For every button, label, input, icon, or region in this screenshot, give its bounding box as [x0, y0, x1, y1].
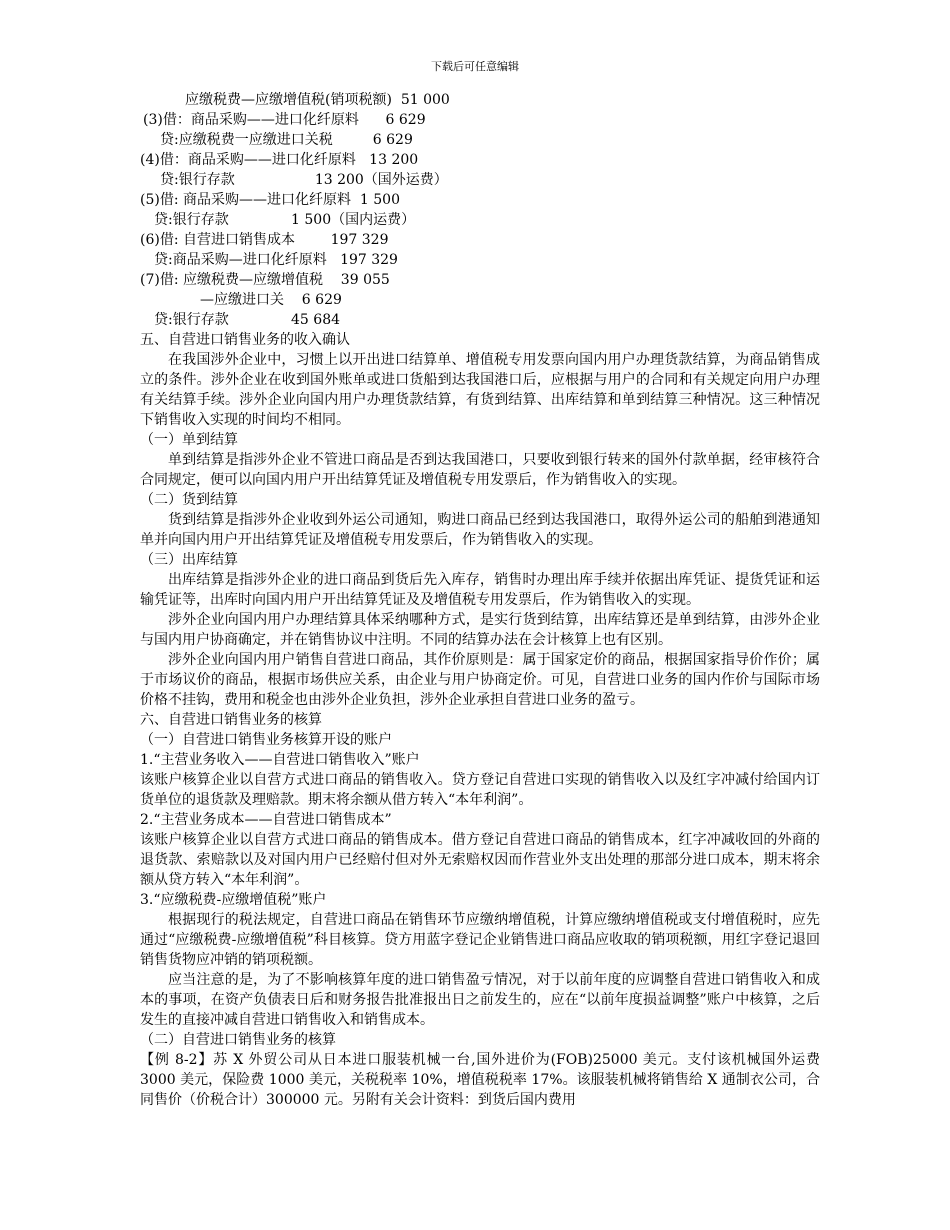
paragraph: 出库结算是指涉外企业的进口商品到货后先入库存，销售时办理出库手续并依据出库凭证、提货凭证和运输凭证等，出库时向国内用户开出结算凭证及及增值税专用发票后，作为销售收入的实现。 — [140, 572, 820, 608]
paragraph: 该账户核算企业以自营方式进口商品的销售收入。贷方登记自营进口实现的销售收入以及红字冲减付给国内订货单位的退货款及理赔款。期末将余额从借方转入“本年利润”。 — [140, 772, 820, 808]
page-header: 下载后可任意编辑 — [431, 60, 519, 73]
journal-entry: (7)借: 应缴税费—应缴增值税 39 055 — [140, 272, 390, 288]
journal-entry: —应缴进口关 6 629 — [200, 292, 342, 308]
paragraph: 该账户核算企业以自营方式进口商品的销售成本。借方登记自营进口商品的销售成本，红字冲减收回的外商的退货款、索赔款以及对国内用户已经赔付但对外无索赔权因而作营业外支出处理的那部分进口成本，期末将余额从贷方转入“本年利润”。 — [140, 832, 820, 888]
subsection-heading: （二）自营进口销售业务的核算 — [140, 1032, 336, 1048]
paragraph: 涉外企业向国内用户办理结算具体采纳哪种方式，是实行货到结算，出库结算还是单到结算，由涉外企业与国内用户协商确定，并在销售协议中注明。不同的结算办法在会计核算上也有区别。 — [140, 612, 820, 648]
account-heading: 1.“主营业务收入——自营进口销售收入”账户 — [140, 752, 420, 768]
section-heading: 五、自营进口销售业务的收入确认 — [140, 332, 350, 348]
subsection-heading: （二）货到结算 — [140, 492, 238, 508]
journal-entry: (5)借: 商品采购——进口化纤原料 1 500 — [140, 192, 400, 208]
paragraph: 单到结算是指涉外企业不管进口商品是否到达我国港口，只要收到银行转来的国外付款单据，经审核符合合同规定，便可以向国内用户开出结算凭证及增值税专用发票后，作为销售收入的实现。 — [140, 452, 820, 488]
subsection-heading: （一）单到结算 — [140, 432, 238, 448]
journal-entry: (6)借: 自营进口销售成本 197 329 — [140, 232, 389, 248]
subsection-heading: （一）自营进口销售业务核算开设的账户 — [140, 732, 392, 748]
section-heading: 六、自营进口销售业务的核算 — [140, 712, 322, 728]
paragraph: 涉外企业向国内用户销售自营进口商品，其作价原则是：属于国家定价的商品，根据国家指导价作价；属于市场议价的商品，根据市场供应关系，由企业与用户协商定价。可见，自营进口业务的国内作价与国际市场价格不挂钩，费用和税金也由涉外企业负担，涉外企业承担自营进口业务的盈亏。 — [140, 652, 820, 708]
paragraph: 根据现行的税法规定，自营进口商品在销售环节应缴纳增值税，计算应缴纳增值税或支付增值税时，应先通过“应缴税费-应缴增值税”科目核算。贷方用蓝字登记企业销售进口商品应收取的销项税额，用红字登记退回销售货物应冲销的销项税额。 — [140, 912, 820, 968]
journal-entry: 贷:银行存款 1 500（国内运费） — [154, 212, 416, 228]
journal-entry: 应缴税费—应缴增值税(销项税额) 51 000 — [185, 92, 450, 108]
journal-entry: (4)借：商品采购——进口化纤原料 13 200 — [140, 152, 419, 168]
journal-entry: 贷:银行存款 13 200（国外运费） — [160, 172, 448, 188]
journal-entry: 贷:银行存款 45 684 — [154, 312, 341, 328]
paragraph: 货到结算是指涉外企业收到外运公司通知，购进口商品已经到达我国港口，取得外运公司的船舶到港通知单并向国内用户开出结算凭证及增值税专用发票后，作为销售收入的实现。 — [140, 512, 820, 548]
paragraph: 应当注意的是，为了不影响核算年度的进口销售盈亏情况，对于以前年度的应调整自营进口销售收入和成本的事项，在资产负债表日后和财务报告批准报出日之前发生的，应在“以前年度损益调整”账户中核算，之后发生的直接冲减自营进口销售收入和销售成本。 — [140, 972, 820, 1028]
account-heading: 3.“应缴税费-应缴增值税”账户 — [140, 892, 327, 908]
paragraph: 在我国涉外企业中，习惯上以开出进口结算单、增值税专用发票向国内用户办理货款结算，为商品销售成立的条件。涉外企业在收到国外账单或进口货船到达我国港口后，应根据与用户的合同和有关规定向用户办理有关结算手续。涉外企业向国内用户办理货款结算，有货到结算、出库结算和单到结算三种情况。这三种情况下销售收入实现的时间均不相同。 — [140, 352, 820, 428]
document-body — [140, 90, 820, 1110]
journal-entry: (3)借：商品采购——进口化纤原料 6 629 — [143, 112, 426, 128]
example-paragraph: 【例 8-2】苏 X 外贸公司从日本进口服装机械一台,国外进价为(FOB)25000 美元。支付该机械国外运费 3000 美元，保险费 1000 美元，关税税率 10%，增值税税率 17%。该服装机械将销售给 X 通制衣公司，合同售价（价税合计）300000 元。另附有关会计资料：到货后国内费用 — [140, 1052, 820, 1108]
subsection-heading: （三）出库结算 — [140, 552, 238, 568]
journal-entry: 贷:应缴税费一应缴进口关税 6 629 — [160, 132, 413, 148]
journal-entry: 贷:商品采购—进口化纤原料 197 329 — [154, 252, 398, 268]
account-heading: 2.“主营业务成本——自营进口销售成本” — [140, 812, 392, 828]
